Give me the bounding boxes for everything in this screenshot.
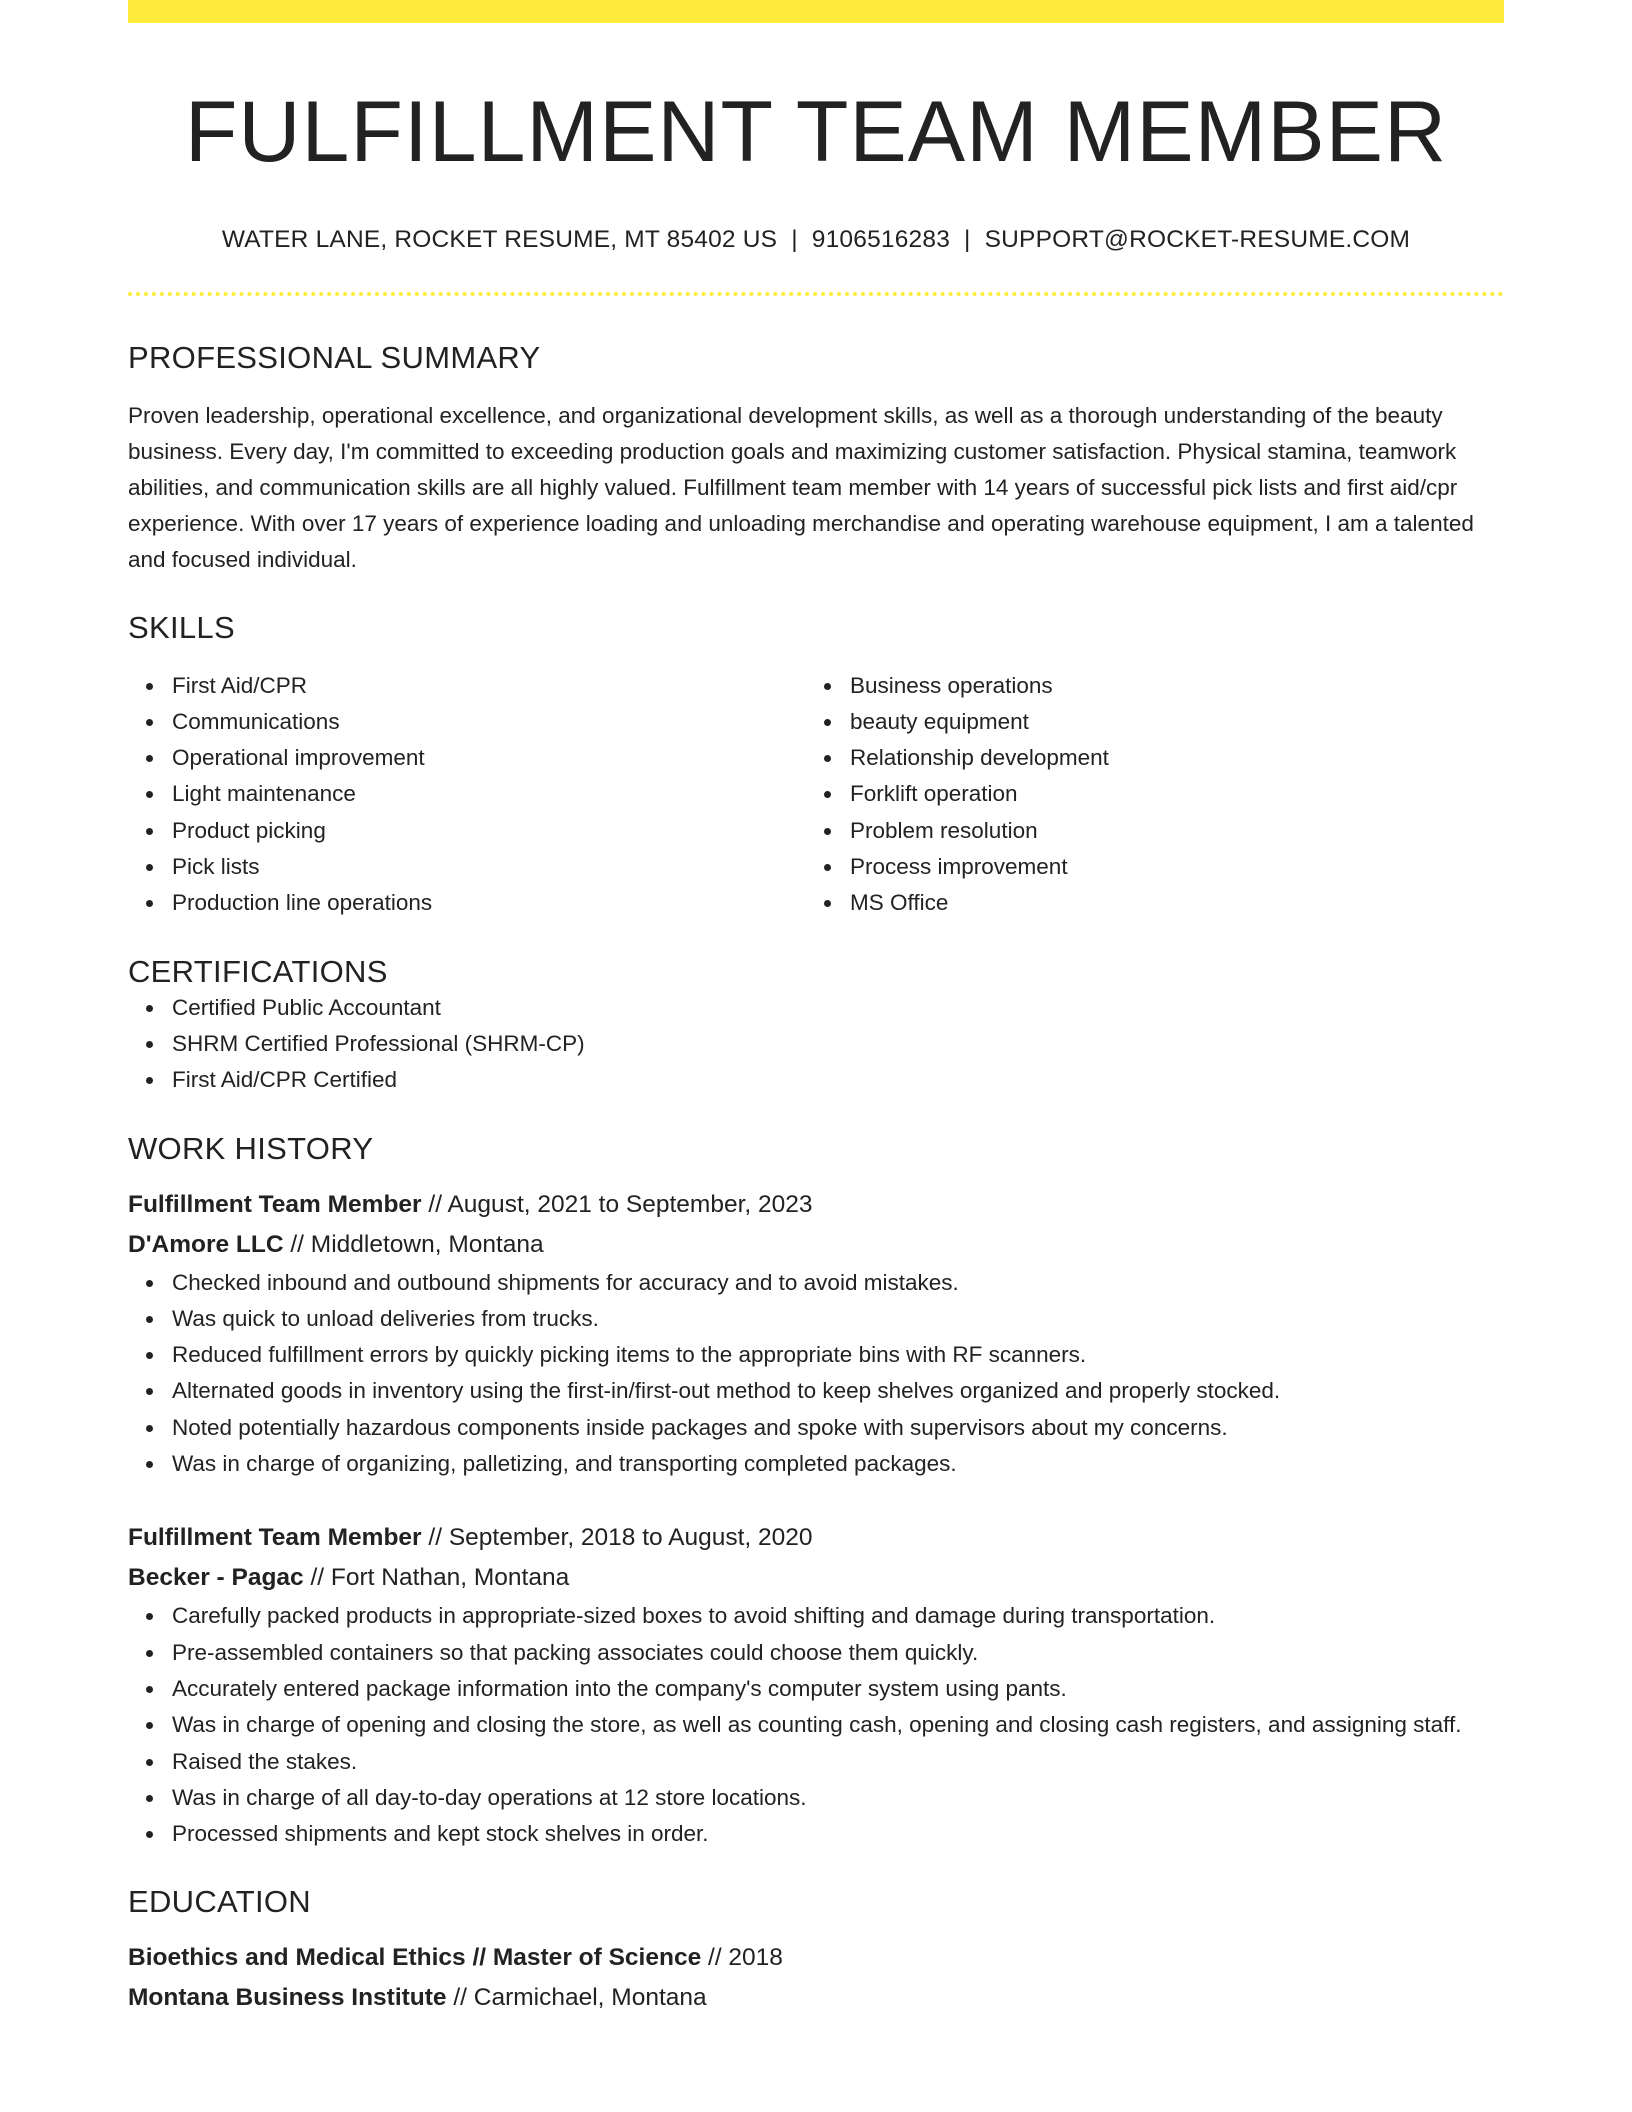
job-bullet: Accurately entered package information into the company's computer system using pants. <box>172 1671 1504 1707</box>
skill-item: Operational improvement <box>172 740 806 776</box>
summary-text: Proven leadership, operational excellence, and organizational development skills, as well as a thorough understanding of the beauty business. Every day, I'm committed to exceeding production goals and maximizing customer satisfaction. Physical stamina, teamwork abilities, and communication skills are all highly valued. Fulfillment team member with 14 years of successful pick lists and first aid/cpr experience. With over 17 years of experience loading and unloading merchandise and operating warehouse equipment, I am a talented and focused individual. <box>128 402 1474 572</box>
job-location: // Middletown, Montana <box>283 1230 544 1258</box>
job-dates: // August, 2021 to September, 2023 <box>421 1190 813 1218</box>
job-title-line <box>128 1518 1504 1558</box>
job-company: D'Amore LLC <box>128 1230 284 1258</box>
education-heading: EDUCATION <box>128 1884 311 1920</box>
certification-item: First Aid/CPR Certified <box>172 1062 1504 1098</box>
skill-item: Production line operations <box>172 885 806 921</box>
job-bullet: Was quick to unload deliveries from trucks. <box>172 1301 1504 1337</box>
summary-heading: PROFESSIONAL SUMMARY <box>128 339 541 375</box>
education-year: // 2018 <box>701 1944 783 1972</box>
job-company-line <box>128 1558 1504 1598</box>
job-title-line <box>128 1185 1504 1225</box>
skills-heading: SKILLS <box>128 609 235 645</box>
education-degree-line <box>128 1938 1504 1978</box>
contact-phone: 9106516283 <box>811 225 951 253</box>
job-bullet: Checked inbound and outbound shipments for accuracy and to avoid mistakes. <box>172 1265 1504 1301</box>
contact-line <box>128 226 1504 254</box>
contact-separator: | <box>791 225 798 253</box>
contact-email: SUPPORT@ROCKET-RESUME.COM <box>984 225 1411 253</box>
job-company: Becker - Pagac <box>128 1564 304 1592</box>
skill-item: Relationship development <box>850 740 1484 776</box>
skill-item: Business operations <box>850 668 1484 704</box>
contact-separator: | <box>964 225 971 253</box>
job-bullets <box>128 1598 1504 1852</box>
certification-item: SHRM Certified Professional (SHRM-CP) <box>172 1026 1504 1062</box>
resume-name: FULFILLMENT TEAM MEMBER <box>184 84 1448 180</box>
skill-item: First Aid/CPR <box>172 668 806 704</box>
job-bullet: Pre-assembled containers so that packing associates could choose them quickly. <box>172 1635 1504 1671</box>
job-role: Fulfillment Team Member <box>128 1524 422 1552</box>
job-location: // Fort Nathan, Montana <box>303 1564 570 1592</box>
job-bullet: Alternated goods in inventory using the first-in/first-out method to keep shelves organized and properly stocked. <box>172 1373 1504 1409</box>
job-bullets <box>128 1265 1504 1483</box>
skills-column-right <box>806 668 1484 922</box>
certification-item: Certified Public Accountant <box>172 990 1504 1026</box>
skill-item: Process improvement <box>850 849 1484 885</box>
job-bullet: Raised the stakes. <box>172 1744 1504 1780</box>
job-bullet: Carefully packed products in appropriate-sized boxes to avoid shifting and damage during transportation. <box>172 1598 1504 1634</box>
job-bullet: Reduced fulfillment errors by quickly picking items to the appropriate bins with RF scanners. <box>172 1337 1504 1373</box>
skills-column-left <box>128 668 806 922</box>
skill-item: Problem resolution <box>850 813 1484 849</box>
job-bullet: Was in charge of opening and closing the store, as well as counting cash, opening and closing cash registers, and assigning staff. <box>172 1707 1504 1743</box>
certifications-list <box>128 990 1504 1099</box>
work-history-heading: WORK HISTORY <box>128 1130 374 1166</box>
skill-item: Pick lists <box>172 849 806 885</box>
job-bullet: Was in charge of all day-to-day operations at 12 store locations. <box>172 1780 1504 1816</box>
skill-item: Forklift operation <box>850 776 1484 812</box>
education-location: // Carmichael, Montana <box>446 1984 707 2012</box>
job-bullet: Processed shipments and kept stock shelves in order. <box>172 1816 1504 1852</box>
skill-item: Light maintenance <box>172 776 806 812</box>
job-dates: // September, 2018 to August, 2020 <box>421 1524 813 1552</box>
skill-item: Communications <box>172 704 806 740</box>
resume-page <box>128 0 1504 2018</box>
job-bullet: Noted potentially hazardous components inside packages and spoke with supervisors about my concerns. <box>172 1410 1504 1446</box>
certifications-heading: CERTIFICATIONS <box>128 953 388 989</box>
education-school: Montana Business Institute <box>128 1984 447 2012</box>
contact-address: WATER LANE, ROCKET RESUME, MT 85402 US <box>221 225 778 253</box>
job-company-line <box>128 1225 1504 1265</box>
dotted-divider <box>128 292 1504 296</box>
education-school-line <box>128 1978 1504 2018</box>
skill-item: Product picking <box>172 813 806 849</box>
job-role: Fulfillment Team Member <box>128 1190 422 1218</box>
skill-item: MS Office <box>850 885 1484 921</box>
skills-columns <box>128 668 1504 922</box>
skill-item: beauty equipment <box>850 704 1484 740</box>
education-degree: Bioethics and Medical Ethics // Master of Science <box>128 1944 702 1972</box>
accent-top-bar <box>128 0 1504 23</box>
job-bullet: Was in charge of organizing, palletizing, and transporting completed packages. <box>172 1446 1504 1482</box>
